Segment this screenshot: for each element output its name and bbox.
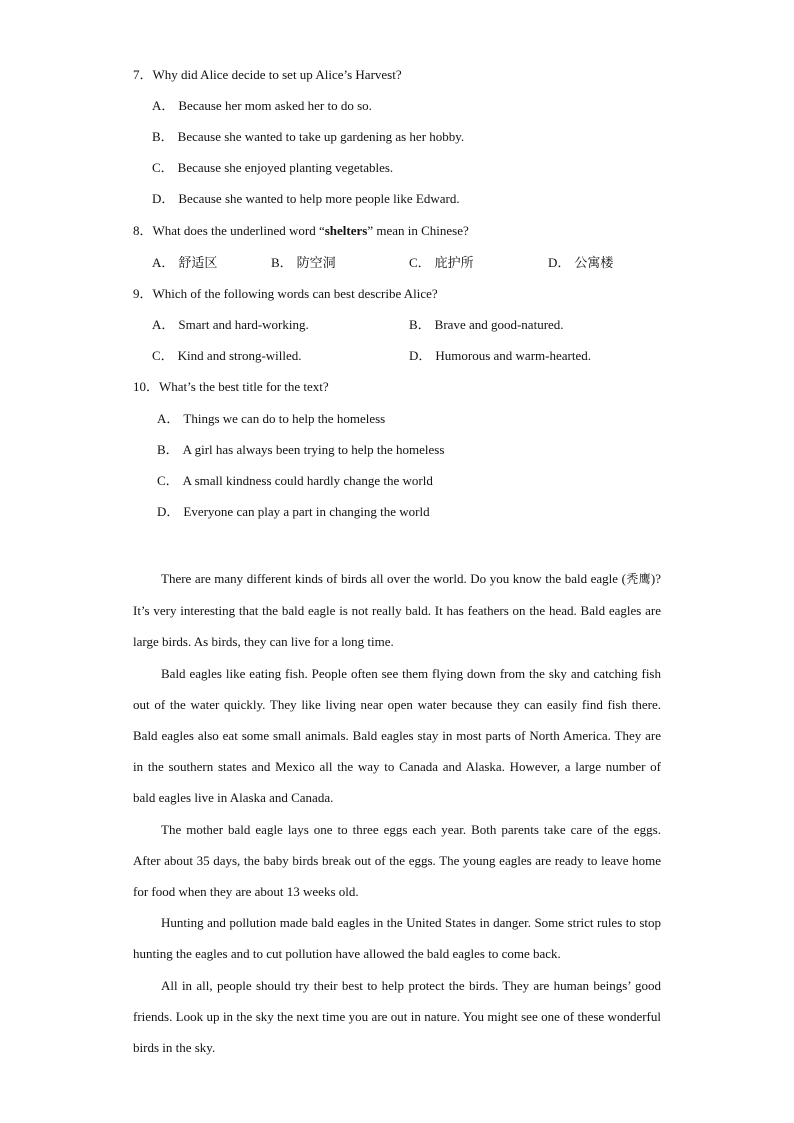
question-number: 8．: [133, 223, 153, 238]
question-9-option-c[interactable]: [152, 347, 302, 365]
option-letter: D．: [157, 504, 180, 519]
option-text: 舒适区: [178, 256, 218, 271]
option-text: Humorous and warm-hearted.: [435, 348, 591, 363]
passage-paragraph-5: All in all, people should try their best to help protect the birds. They are human beings’ good friends. Look up in the sky the next time you are out in nature. You might see one of these wonderful birds in the sky.: [133, 977, 661, 1056]
question-9-stem: [133, 285, 438, 303]
question-7-option-d[interactable]: [152, 190, 460, 208]
question-10-option-c[interactable]: [157, 472, 433, 490]
option-text: Smart and hard-working.: [178, 317, 309, 332]
passage-paragraph-2: Bald eagles like eating fish. People often see them flying down from the sky and catching fish out of the water quickly. They like living near open water because they can easily find fish there. Bald eagles also eat some small animals. Bald eagles stay in most parts of North America. They are in the southern states and Mexico all the way to Canada and Alaska. However, a large number of bald eagles live in Alaska and Canada.: [133, 665, 661, 806]
underlined-word: shelters: [324, 223, 368, 238]
option-text: A girl has always been trying to help the homeless: [182, 442, 445, 457]
passage-paragraph-1: [133, 563, 661, 658]
option-letter: D．: [548, 255, 571, 270]
option-letter: A．: [152, 255, 175, 270]
option-letter: B．: [409, 317, 431, 332]
question-text: What’s the best title for the text?: [159, 379, 329, 394]
reading-passage: [133, 563, 661, 1063]
option-text: 庇护所: [434, 256, 474, 271]
question-number: 10．: [133, 379, 160, 394]
question-9-option-b[interactable]: [409, 316, 564, 334]
option-text: Because her mom asked her to do so.: [178, 98, 372, 113]
question-8-option-b[interactable]: [271, 254, 336, 273]
option-text: 防空洞: [296, 256, 336, 271]
question-8-stem: [133, 222, 469, 240]
option-letter: B．: [152, 129, 174, 144]
option-letter: C．: [157, 473, 179, 488]
option-text: Kind and strong-willed.: [177, 348, 302, 363]
question-7-option-b[interactable]: [152, 128, 464, 146]
question-7-option-c[interactable]: [152, 159, 393, 177]
question-number: 7．: [133, 67, 153, 82]
chinese-gloss: 秃鹰: [625, 572, 651, 586]
question-10-stem: [133, 378, 329, 396]
question-9-option-d[interactable]: [409, 347, 591, 365]
option-letter: A．: [157, 411, 180, 426]
question-text-before: What does the underlined word “: [152, 223, 325, 238]
question-text: Why did Alice decide to set up Alice’s Harvest?: [152, 67, 402, 82]
question-10-option-d[interactable]: [157, 503, 430, 521]
option-letter: A．: [152, 317, 175, 332]
option-letter: C．: [409, 255, 431, 270]
question-number: 9．: [133, 286, 153, 301]
question-10-option-b[interactable]: [157, 441, 444, 459]
option-letter: B．: [271, 255, 293, 270]
question-8-option-d[interactable]: [548, 254, 613, 273]
option-text: Because she enjoyed planting vegetables.: [177, 160, 394, 175]
option-text: A small kindness could hardly change the world: [182, 473, 433, 488]
option-letter: B．: [157, 442, 179, 457]
question-text-after: ” mean in Chinese?: [367, 223, 469, 238]
question-8-option-c[interactable]: [409, 254, 474, 273]
option-text: Everyone can play a part in changing the world: [183, 504, 430, 519]
option-text: Things we can do to help the homeless: [183, 411, 386, 426]
option-letter: D．: [409, 348, 432, 363]
option-letter: C．: [152, 160, 174, 175]
question-text: Which of the following words can best describe Alice?: [152, 286, 438, 301]
paragraph-text: )? It’s very interesting that the bald eagle is not really bald. It has feathers on the head. Bald eagles are large birds. As birds, they can live for a long time.: [133, 571, 661, 650]
option-text: 公寓楼: [574, 256, 614, 271]
option-text: Because she wanted to help more people like Edward.: [178, 191, 460, 206]
paragraph-text: There are many different kinds of birds all over the world. Do you know the bald eagle (: [161, 571, 626, 586]
option-letter: D．: [152, 191, 175, 206]
option-letter: C．: [152, 348, 174, 363]
question-9-option-a[interactable]: [152, 316, 309, 334]
option-text: Brave and good-natured.: [434, 317, 564, 332]
option-letter: A．: [152, 98, 175, 113]
question-7-option-a[interactable]: [152, 97, 372, 115]
question-8-option-a[interactable]: [152, 254, 217, 273]
option-text: Because she wanted to take up gardening as her hobby.: [177, 129, 465, 144]
question-7-stem: [133, 66, 402, 84]
passage-paragraph-3: The mother bald eagle lays one to three eggs each year. Both parents take care of the eggs. After about 35 days, the baby birds break out of the eggs. The young eagles are ready to leave home for food when they are about 13 weeks old.: [133, 821, 661, 900]
passage-paragraph-4: Hunting and pollution made bald eagles in the United States in danger. Some strict rules to stop hunting the eagles and to cut pollution have allowed the bald eagles to come back.: [133, 915, 661, 962]
question-10-option-a[interactable]: [157, 410, 385, 428]
